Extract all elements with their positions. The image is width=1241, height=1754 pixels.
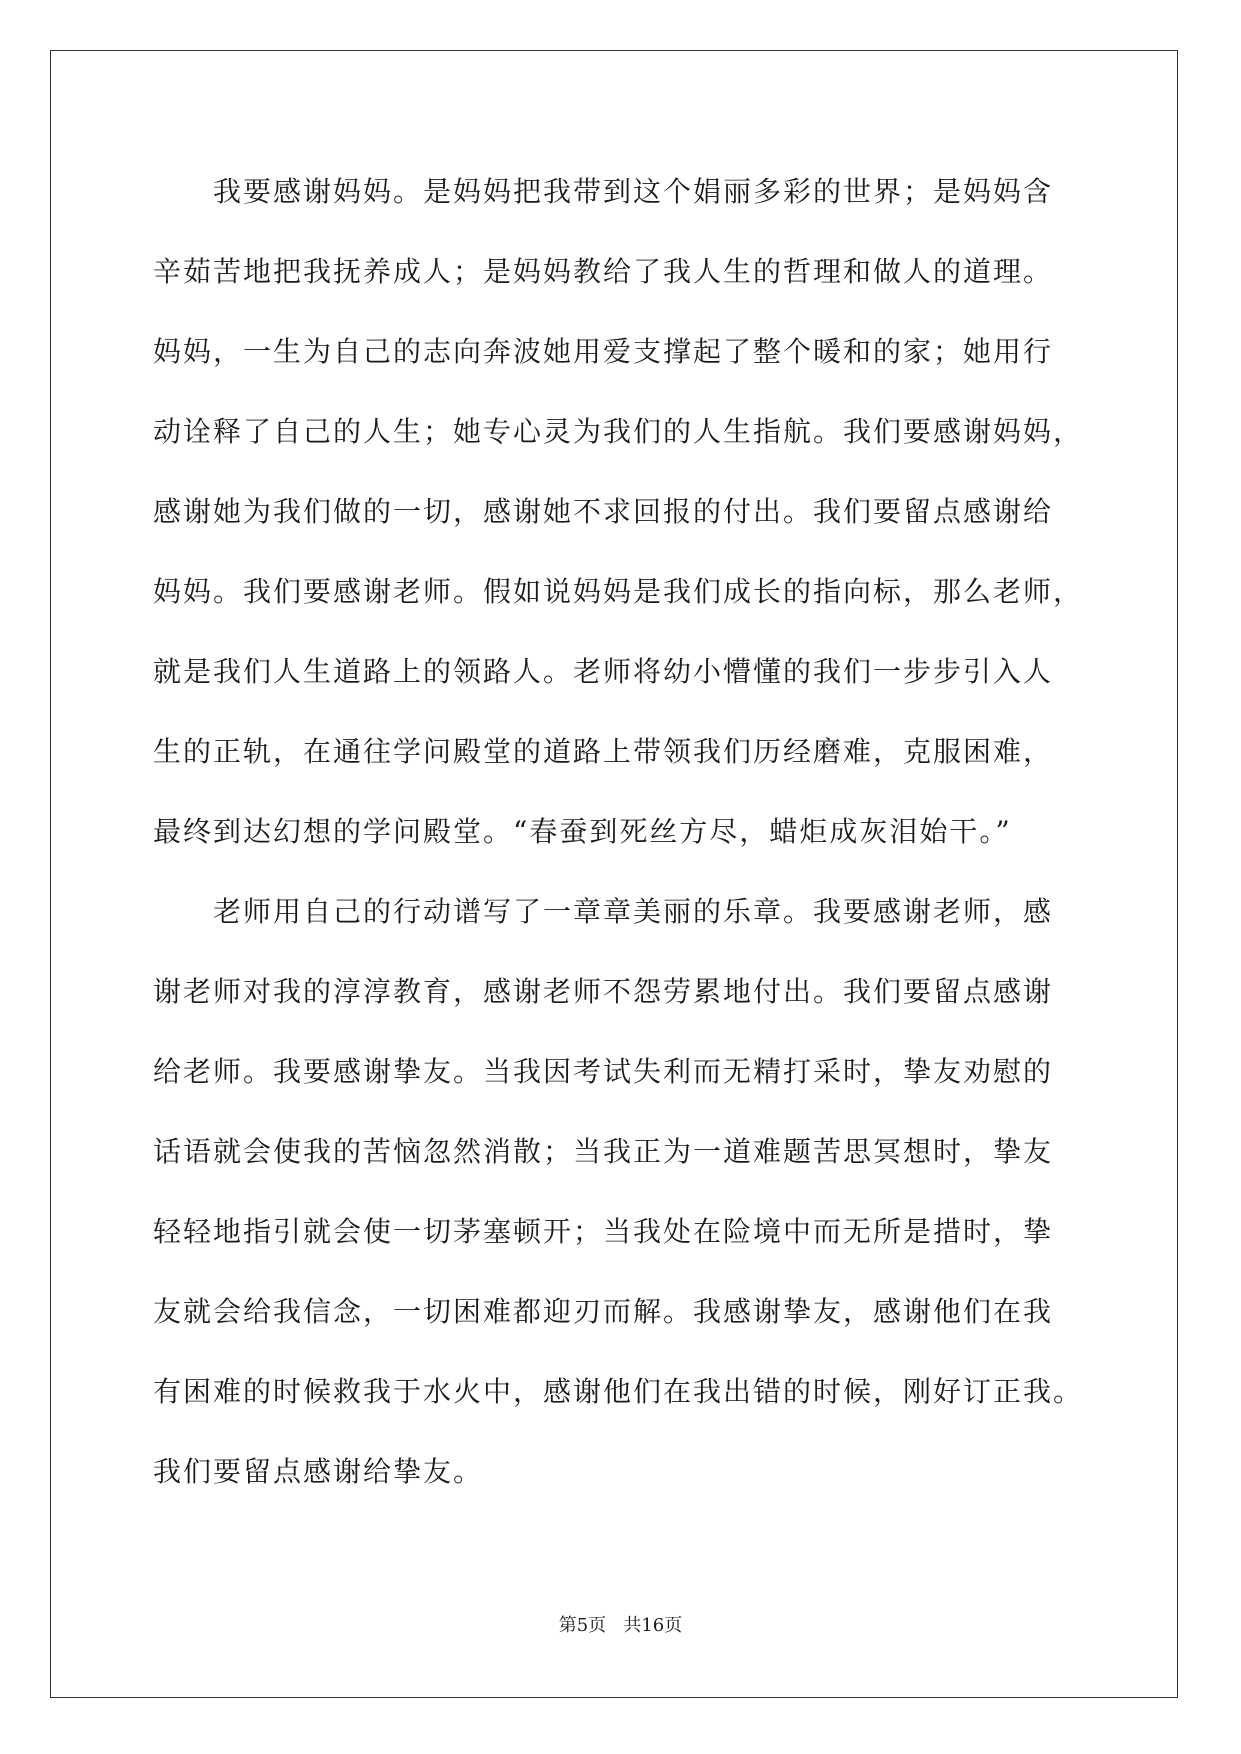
text-line: 生的正轨，在通往学问殿堂的道路上带领我们历经磨难，克服困难， bbox=[153, 735, 1054, 768]
text-line: 感谢她为我们做的一切，感谢她不求回报的付出。我们要留点感谢给 bbox=[153, 495, 1054, 528]
text-line: 妈妈。我们要感谢老师。假如说妈妈是我们成长的指向标，那么老师， bbox=[153, 575, 1084, 608]
text-line: 话语就会使我的苦恼忽然消散；当我正为一道难题苦思冥想时，挚友 bbox=[153, 1135, 1054, 1168]
text-line: 最终到达幻想的学问殿堂。“春蚕到死丝方尽，蜡炬成灰泪始干。” bbox=[153, 815, 1012, 848]
text-line: 妈妈，一生为自己的志向奔波她用爱支撑起了整个暖和的家；她用行 bbox=[153, 335, 1054, 368]
text-line: 轻轻地指引就会使一切茅塞顿开；当我处在险境中而无所是措时，挚 bbox=[153, 1215, 1054, 1248]
text-line: 有困难的时候救我于水火中，感谢他们在我出错的时候，刚好订正我。 bbox=[153, 1375, 1084, 1408]
text-line: 我要感谢妈妈。是妈妈把我带到这个娟丽多彩的世界；是妈妈含 bbox=[213, 175, 1054, 208]
text-line: 我们要留点感谢给挚友。 bbox=[153, 1455, 484, 1488]
page-number-footer: 第5页 共16页 bbox=[558, 1615, 683, 1636]
text-line: 辛茹苦地把我抚养成人；是妈妈教给了我人生的哲理和做人的道理。 bbox=[153, 255, 1054, 288]
text-line: 友就会给我信念，一切困难都迎刃而解。我感谢挚友，感谢他们在我 bbox=[153, 1295, 1054, 1328]
text-line: 老师用自己的行动谱写了一章章美丽的乐章。我要感谢老师，感 bbox=[213, 895, 1054, 928]
text-line: 就是我们人生道路上的领路人。老师将幼小懵懂的我们一步步引入人 bbox=[153, 655, 1054, 688]
text-line: 给老师。我要感谢挚友。当我因考试失利而无精打采时，挚友劝慰的 bbox=[153, 1055, 1054, 1088]
text-line: 谢老师对我的淳淳教育，感谢老师不怨劳累地付出。我们要留点感谢 bbox=[153, 975, 1054, 1008]
page-border bbox=[50, 50, 1178, 1698]
text-line: 动诠释了自己的人生；她专心灵为我们的人生指航。我们要感谢妈妈， bbox=[153, 415, 1084, 448]
